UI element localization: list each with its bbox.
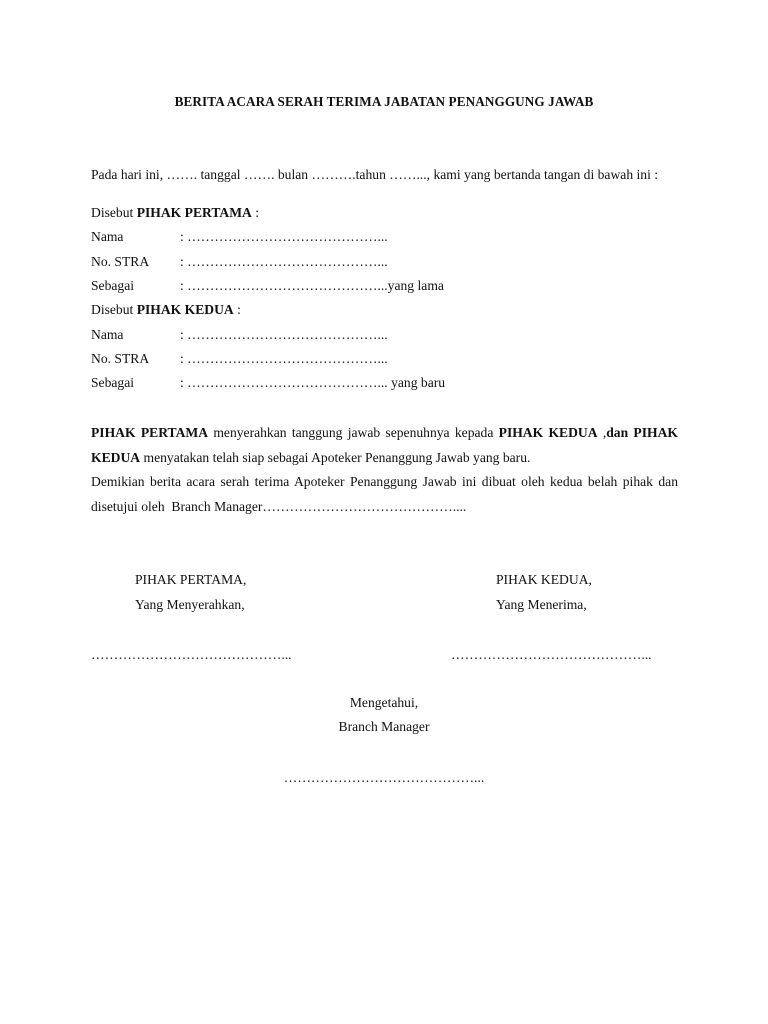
kedua-stra-label: No. STRA — [91, 351, 150, 366]
pertama-sebagai-field: : ……………………………………...yang lama — [180, 278, 444, 293]
manager-signature-line: ……………………………………... — [283, 770, 485, 785]
paragraph-line-1: PIHAK PERTAMA menyerahkan tanggung jawab sepenuhnya kepada PIHAK KEDUA ,dan PIHAK — [91, 425, 678, 440]
pertama-nama-label: Nama — [91, 229, 124, 244]
paragraph-line-2: KEDUA menyatakan telah siap sebagai Apoteker Penanggung Jawab yang baru. — [91, 450, 531, 465]
intro-sentence: Pada hari ini, ……. tanggal ……. bulan ……….tahun ……..., kami yang bertanda tangan di bawah ini : — [91, 167, 659, 182]
right-signature-sub: Yang Menerima, — [496, 597, 587, 612]
pihak-pertama-heading: Disebut PIHAK PERTAMA : — [91, 205, 260, 220]
pihak-kedua-heading: Disebut PIHAK KEDUA : — [91, 302, 241, 317]
right-signature-line: ……………………………………... — [451, 647, 652, 662]
paragraph-line-3: Demikian berita acara serah terima Apoteker Penanggung Jawab ini dibuat oleh kedua belah pihak dan — [91, 474, 678, 489]
pertama-sebagai-label: Sebagai — [91, 278, 135, 293]
pertama-stra-label: No. STRA — [91, 254, 150, 269]
kedua-nama-label: Nama — [91, 327, 124, 342]
pertama-nama-field: : ……………………………………... — [180, 229, 388, 244]
kedua-sebagai-label: Sebagai — [91, 375, 135, 390]
pertama-stra-field: : ……………………………………... — [180, 254, 388, 269]
kedua-stra-field: : ……………………………………... — [180, 351, 388, 366]
left-signature-role: PIHAK PERTAMA, — [135, 572, 247, 587]
kedua-sebagai-field: : ……………………………………... yang baru — [180, 375, 446, 390]
document-title: BERITA ACARA SERAH TERIMA JABATAN PENANGGUNG JAWAB — [174, 94, 594, 109]
manager-signature-sub: Branch Manager — [338, 719, 430, 734]
right-signature-role: PIHAK KEDUA, — [496, 572, 592, 587]
kedua-nama-field: : ……………………………………... — [180, 327, 388, 342]
manager-signature-role: Mengetahui, — [349, 695, 419, 710]
left-signature-line: ……………………………………... — [91, 647, 292, 662]
left-signature-sub: Yang Menyerahkan, — [135, 597, 245, 612]
paragraph-line-4: disetujui oleh Branch Manager…………………………………….... — [91, 499, 467, 514]
